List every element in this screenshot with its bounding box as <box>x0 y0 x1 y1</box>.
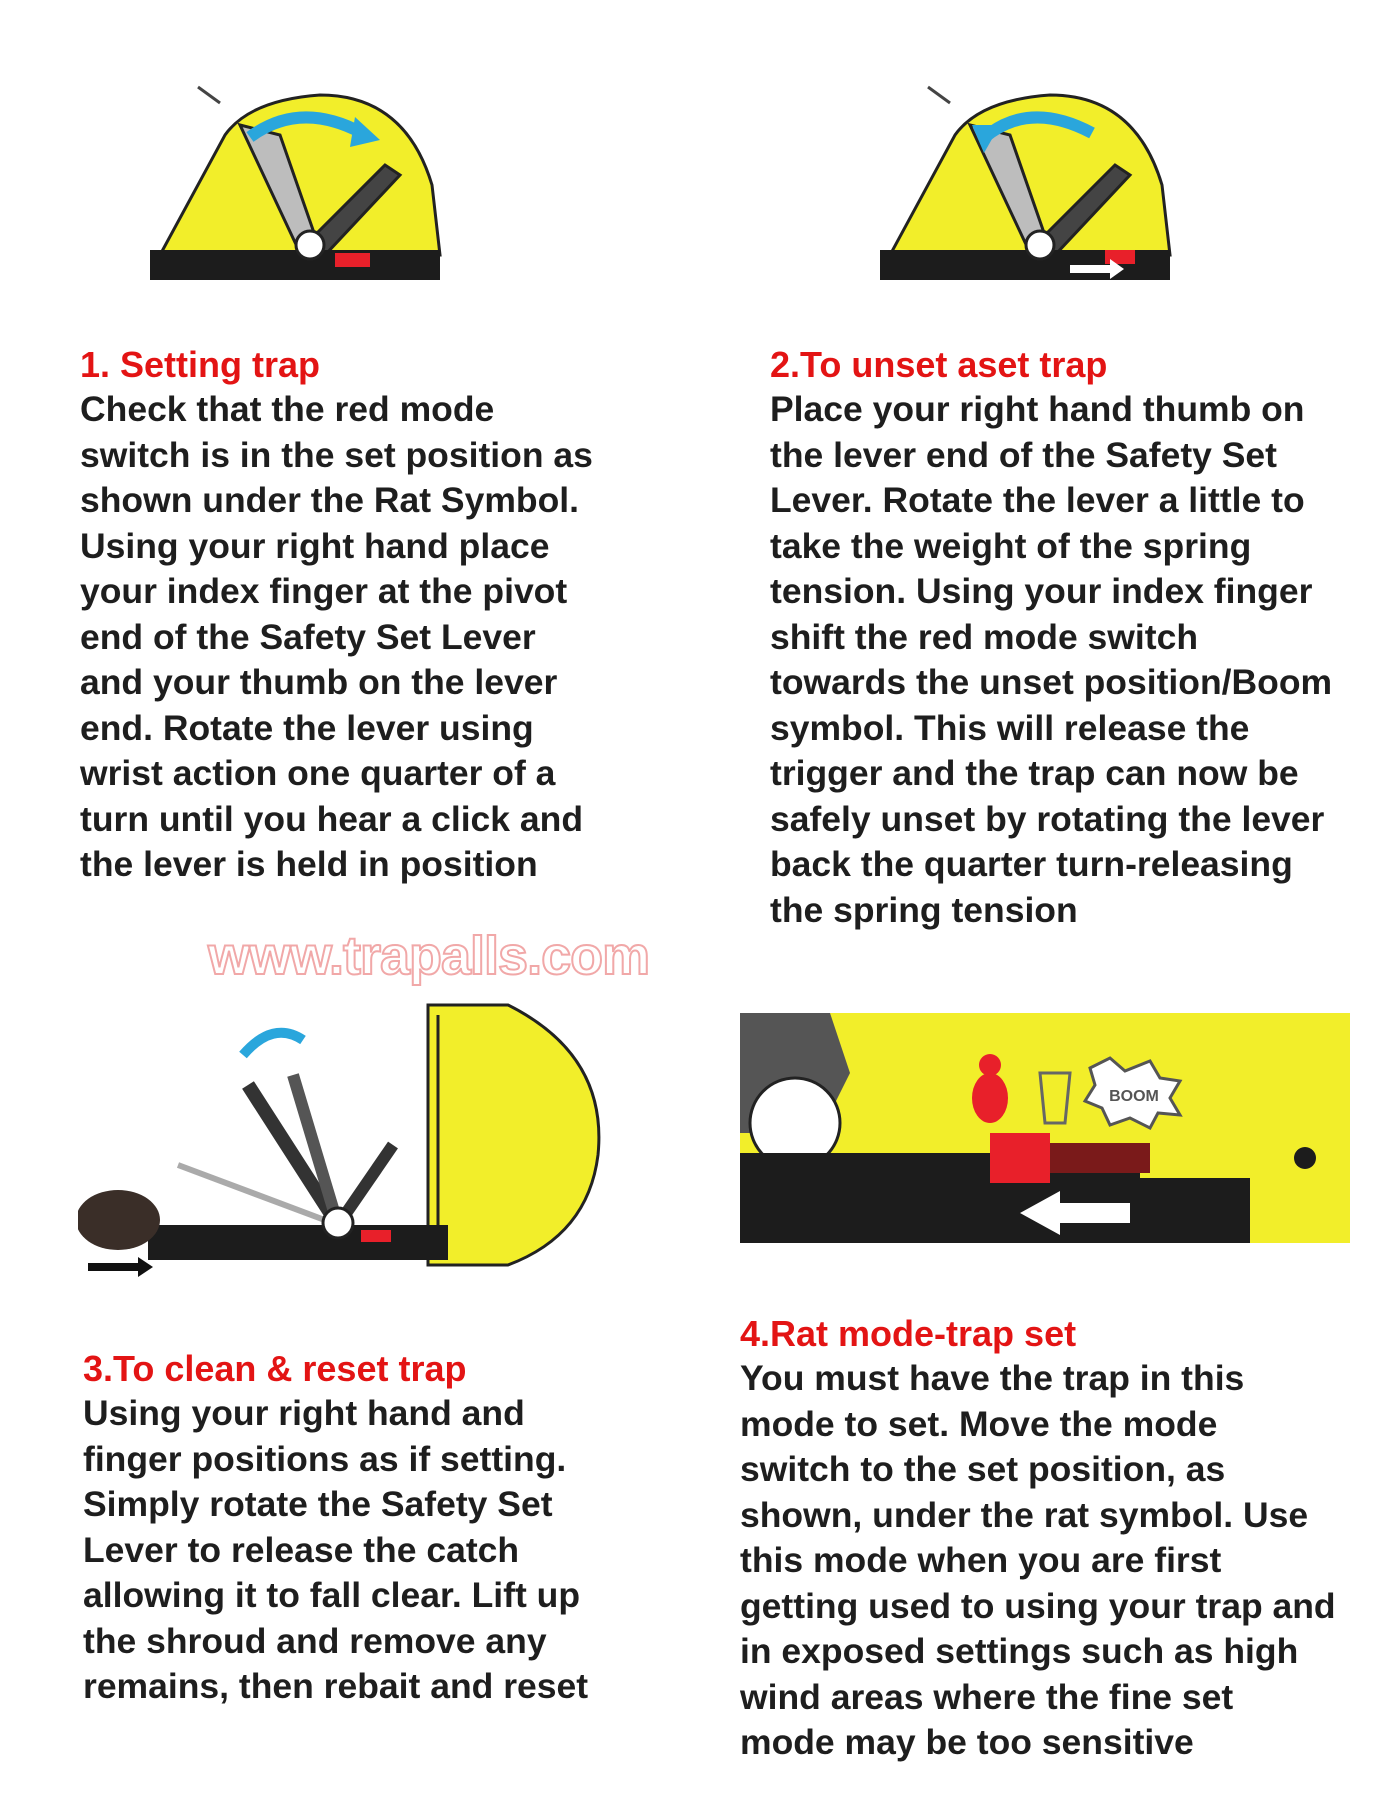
step-clean-reset-trap <box>83 1346 588 1710</box>
step-description: Place your right hand thumb on the lever end of the Safety Set Lever. Rotate the lever a little to take the weight of the spring tension. Using your index finger shift the red mode switch towards the unset position/Boom symbol. This will release the trigger and the trap can now be safely unset by rotating the lever back the quarter turn-releasing the spring tension <box>770 389 1333 930</box>
step-description: You must have the trap in this mode to set. Move the mode switch to the set position, as shown, under the rat symbol. Use this mode when you are first getting used to using your trap and in exposed settings such as high wind areas where the fine set mode may be too sensitive <box>740 1358 1336 1762</box>
step-description: Using your right hand and finger positions as if setting. Simply rotate the Safety Set Lever to release the catch allowing it to fall clear. Lift up the shroud and remove any remains, then rebait and reset <box>83 1393 589 1706</box>
step-setting-trap <box>80 342 593 888</box>
step-title: 2.To unset aset trap <box>770 344 1108 385</box>
trap-illustration-unset <box>880 75 1220 295</box>
trap-illustration-setting <box>150 75 490 295</box>
boom-label: BOOM <box>1109 1088 1159 1105</box>
step-title: 4.Rat mode-trap set <box>740 1313 1077 1354</box>
mode-switch-closeup <box>740 1013 1355 1248</box>
rotate-arrow-icon <box>243 1033 303 1055</box>
watermark: www.trapalls.com <box>208 926 650 986</box>
step-title: 1. Setting trap <box>80 344 321 385</box>
step-rat-mode-trap-set <box>740 1311 1336 1766</box>
step-unset-trap <box>770 342 1332 933</box>
trap-illustration-clean <box>78 995 618 1295</box>
dead-rat-icon <box>78 1190 160 1250</box>
step-description: Check that the red mode switch is in the set position as shown under the Rat Symbol. Using your right hand place your index finger at the pivot end of the Safety Set Lever and your thumb on the lever end. Rotate the lever using wrist action one quarter of a turn until you hear a click and the lever is held in position <box>80 389 593 884</box>
step-title: 3.To clean & reset trap <box>83 1348 467 1389</box>
